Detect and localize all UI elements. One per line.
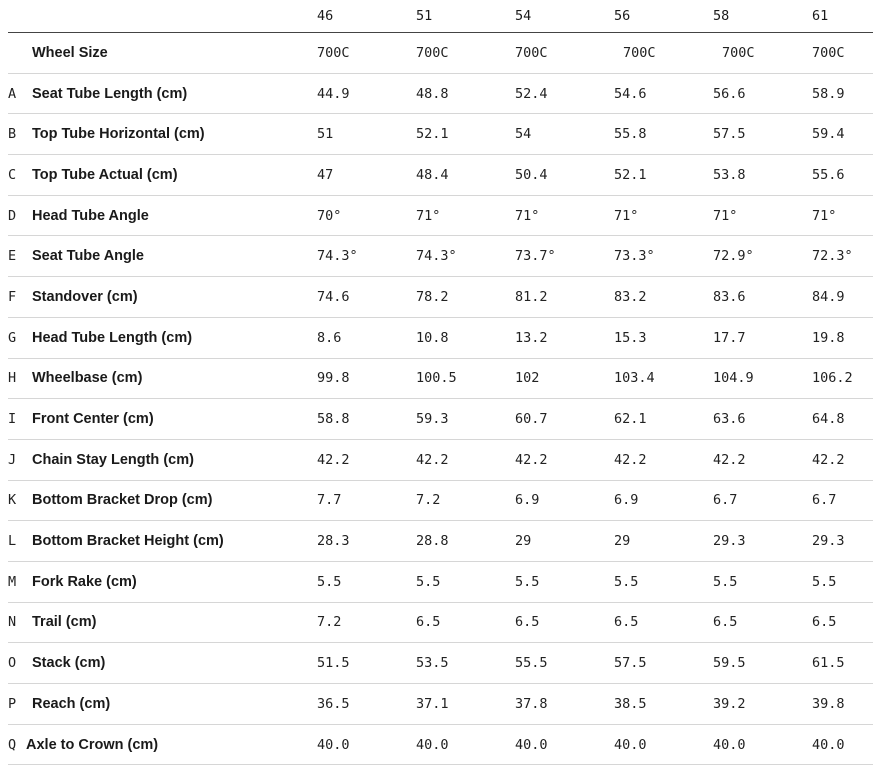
row-letter: F [8, 288, 17, 305]
value-cell: 78.2 [416, 288, 449, 305]
value-cell: 100.5 [416, 370, 457, 387]
table-row [8, 73, 873, 114]
value-cell: 44.9 [317, 85, 350, 102]
value-cell: 6.5 [416, 614, 441, 631]
row-label-cell [26, 724, 317, 765]
value-cell: 42.2 [614, 451, 647, 468]
value-cell: 53.5 [416, 655, 449, 672]
table-row [8, 643, 873, 684]
size-header-56: 56 [614, 0, 713, 33]
value-cell: 56.6 [713, 85, 746, 102]
row-label: Bottom Bracket Drop (cm) [32, 492, 213, 509]
value-cell: 102 [515, 370, 540, 387]
value-cell: 15.3 [614, 329, 647, 346]
value-cell: 6.5 [614, 614, 639, 631]
table-row [8, 521, 873, 562]
value-cell: 52.4 [515, 85, 548, 102]
value-cell: 7.2 [416, 492, 441, 509]
value-cell: 42.2 [416, 451, 449, 468]
table-row [8, 684, 873, 725]
value-cell: 29.3 [713, 533, 746, 550]
row-label-cell [32, 195, 317, 236]
row-label-cell [32, 561, 317, 602]
value-cell: 5.5 [812, 573, 837, 590]
table-row [8, 236, 873, 277]
row-letter: N [8, 614, 17, 631]
value-cell: 71° [416, 207, 441, 224]
value-cell: 60.7 [515, 411, 548, 428]
row-label-cell [32, 684, 317, 725]
value-cell: 5.5 [614, 573, 639, 590]
value-cell: 62.1 [614, 411, 647, 428]
value-cell: 54.6 [614, 85, 647, 102]
row-label-cell [32, 439, 317, 480]
row-label-cell [32, 114, 317, 155]
row-label: Stack (cm) [32, 655, 106, 672]
size-header-61: 61 [812, 0, 873, 33]
row-label: Top Tube Horizontal (cm) [32, 126, 205, 143]
value-cell: 72.3° [812, 248, 853, 265]
value-cell: 70° [317, 207, 342, 224]
row-letter: G [8, 329, 17, 346]
row-label: Axle to Crown (cm) [26, 736, 159, 753]
value-cell: 6.5 [812, 614, 837, 631]
row-label-cell [32, 73, 317, 114]
row-label-cell [32, 602, 317, 643]
value-cell: 28.8 [416, 533, 449, 550]
row-label: Seat Tube Length (cm) [32, 85, 188, 102]
table-row [8, 602, 873, 643]
value-cell: 48.4 [416, 166, 449, 183]
value-cell: 6.9 [515, 492, 540, 509]
row-label: Reach (cm) [32, 695, 111, 712]
value-cell: 10.8 [416, 329, 449, 346]
table-row [8, 155, 873, 196]
row-letter: Q [8, 736, 17, 753]
row-label: Chain Stay Length (cm) [32, 451, 194, 468]
value-cell: 39.8 [812, 695, 845, 712]
value-cell: 37.8 [515, 695, 548, 712]
row-label-cell [32, 358, 317, 399]
value-cell: 28.3 [317, 533, 350, 550]
row-label-cell [32, 480, 317, 521]
value-cell: 6.5 [515, 614, 540, 631]
value-cell: 29.3 [812, 533, 845, 550]
table-row [8, 561, 873, 602]
value-cell: 72.9° [713, 248, 754, 265]
value-cell: 8.6 [317, 329, 342, 346]
row-label: Bottom Bracket Height (cm) [32, 533, 224, 550]
value-cell: 99.8 [317, 370, 350, 387]
value-cell: 5.5 [713, 573, 738, 590]
row-label: Standover (cm) [32, 288, 138, 305]
value-cell: 5.5 [515, 573, 540, 590]
value-cell: 51.5 [317, 655, 350, 672]
value-cell: 57.5 [614, 655, 647, 672]
row-label: Front Center (cm) [32, 411, 154, 428]
value-cell: 6.7 [713, 492, 738, 509]
value-cell: 29 [515, 533, 532, 550]
row-label-cell [32, 521, 317, 562]
size-header-54: 54 [515, 0, 614, 33]
row-letter: K [8, 492, 17, 509]
value-cell: 84.9 [812, 288, 845, 305]
table-row [8, 724, 873, 765]
row-label-cell [32, 643, 317, 684]
value-cell: 50.4 [515, 166, 548, 183]
row-letter: I [8, 411, 17, 428]
value-cell: 55.8 [614, 126, 647, 143]
row-label-cell [32, 399, 317, 440]
row-letter: J [8, 451, 17, 468]
value-cell: 700C [722, 44, 755, 61]
value-cell: 74.3° [416, 248, 457, 265]
value-cell: 37.1 [416, 695, 449, 712]
value-cell: 71° [515, 207, 540, 224]
header-label-cell [32, 0, 317, 33]
value-cell: 36.5 [317, 695, 350, 712]
value-cell: 17.7 [713, 329, 746, 346]
value-cell: 6.9 [614, 492, 639, 509]
value-cell: 6.7 [812, 492, 837, 509]
value-cell: 6.5 [713, 614, 738, 631]
geometry-table-body [8, 33, 873, 765]
value-cell: 103.4 [614, 370, 655, 387]
row-label: Seat Tube Angle [32, 248, 144, 265]
value-cell: 700C [812, 44, 845, 61]
table-row [8, 480, 873, 521]
value-cell: 73.3° [614, 248, 655, 265]
value-cell: 7.7 [317, 492, 342, 509]
value-cell: 64.8 [812, 411, 845, 428]
header-letter-cell [8, 0, 32, 33]
value-cell: 104.9 [713, 370, 754, 387]
value-cell: 74.3° [317, 248, 358, 265]
value-cell: 42.2 [515, 451, 548, 468]
row-label: Trail (cm) [32, 614, 97, 631]
row-label-cell [32, 155, 317, 196]
value-cell: 73.7° [515, 248, 556, 265]
value-cell: 81.2 [515, 288, 548, 305]
value-cell: 53.8 [713, 166, 746, 183]
value-cell: 38.5 [614, 695, 647, 712]
row-letter: O [8, 655, 17, 672]
table-row [8, 358, 873, 399]
value-cell: 40.0 [614, 736, 647, 753]
row-label: Wheel Size [32, 44, 108, 61]
value-cell: 83.2 [614, 288, 647, 305]
value-cell: 13.2 [515, 329, 548, 346]
value-cell: 55.5 [515, 655, 548, 672]
value-cell: 61.5 [812, 655, 845, 672]
value-cell: 40.0 [713, 736, 746, 753]
value-cell: 71° [812, 207, 837, 224]
value-cell: 5.5 [317, 573, 342, 590]
value-cell: 40.0 [317, 736, 350, 753]
row-label: Fork Rake (cm) [32, 573, 137, 590]
value-cell: 59.4 [812, 126, 845, 143]
table-row [8, 114, 873, 155]
value-cell: 83.6 [713, 288, 746, 305]
value-cell: 48.8 [416, 85, 449, 102]
value-cell: 19.8 [812, 329, 845, 346]
value-cell: 106.2 [812, 370, 853, 387]
value-cell: 52.1 [614, 166, 647, 183]
value-cell: 55.6 [812, 166, 845, 183]
table-row [8, 277, 873, 318]
value-cell: 42.2 [812, 451, 845, 468]
table-row [8, 399, 873, 440]
value-cell: 42.2 [317, 451, 350, 468]
value-cell: 51 [317, 126, 334, 143]
geometry-table [8, 0, 873, 765]
value-cell: 63.6 [713, 411, 746, 428]
row-letter: H [8, 370, 17, 387]
table-row [8, 439, 873, 480]
value-cell: 7.2 [317, 614, 342, 631]
row-label: Head Tube Angle [32, 207, 149, 224]
row-letter [8, 33, 32, 74]
row-letter: C [8, 166, 17, 183]
row-letter: B [8, 126, 17, 143]
value-cell: 39.2 [713, 695, 746, 712]
row-label: Head Tube Length (cm) [32, 329, 193, 346]
value-cell: 700C [515, 44, 548, 61]
value-cell: 700C [623, 44, 656, 61]
row-letter: A [8, 85, 17, 102]
size-header-46: 46 [317, 0, 416, 33]
row-letter: L [8, 533, 17, 550]
row-letter: P [8, 695, 17, 712]
value-cell: 54 [515, 126, 532, 143]
row-label: Wheelbase (cm) [32, 370, 143, 387]
row-letter: M [8, 573, 17, 590]
value-cell: 40.0 [515, 736, 548, 753]
row-label-cell [32, 236, 317, 277]
value-cell: 74.6 [317, 288, 350, 305]
row-label-cell [32, 317, 317, 358]
value-cell: 47 [317, 166, 334, 183]
value-cell: 52.1 [416, 126, 449, 143]
row-letter: E [8, 248, 17, 265]
size-header-58: 58 [713, 0, 812, 33]
value-cell: 71° [713, 207, 738, 224]
value-cell: 700C [317, 44, 350, 61]
value-cell: 5.5 [416, 573, 441, 590]
row-label: Top Tube Actual (cm) [32, 166, 178, 183]
table-row [8, 195, 873, 236]
value-cell: 40.0 [416, 736, 449, 753]
value-cell: 58.9 [812, 85, 845, 102]
value-cell: 40.0 [812, 736, 845, 753]
size-header-51: 51 [416, 0, 515, 33]
table-row [8, 33, 873, 74]
row-label-cell [32, 33, 317, 74]
value-cell: 71° [614, 207, 639, 224]
value-cell: 700C [416, 44, 449, 61]
value-cell: 57.5 [713, 126, 746, 143]
value-cell: 59.5 [713, 655, 746, 672]
row-label-cell [32, 277, 317, 318]
table-row [8, 317, 873, 358]
value-cell: 42.2 [713, 451, 746, 468]
value-cell: 59.3 [416, 411, 449, 428]
value-cell: 58.8 [317, 411, 350, 428]
size-header-row [8, 0, 873, 33]
row-letter: D [8, 207, 17, 224]
value-cell: 29 [614, 533, 631, 550]
